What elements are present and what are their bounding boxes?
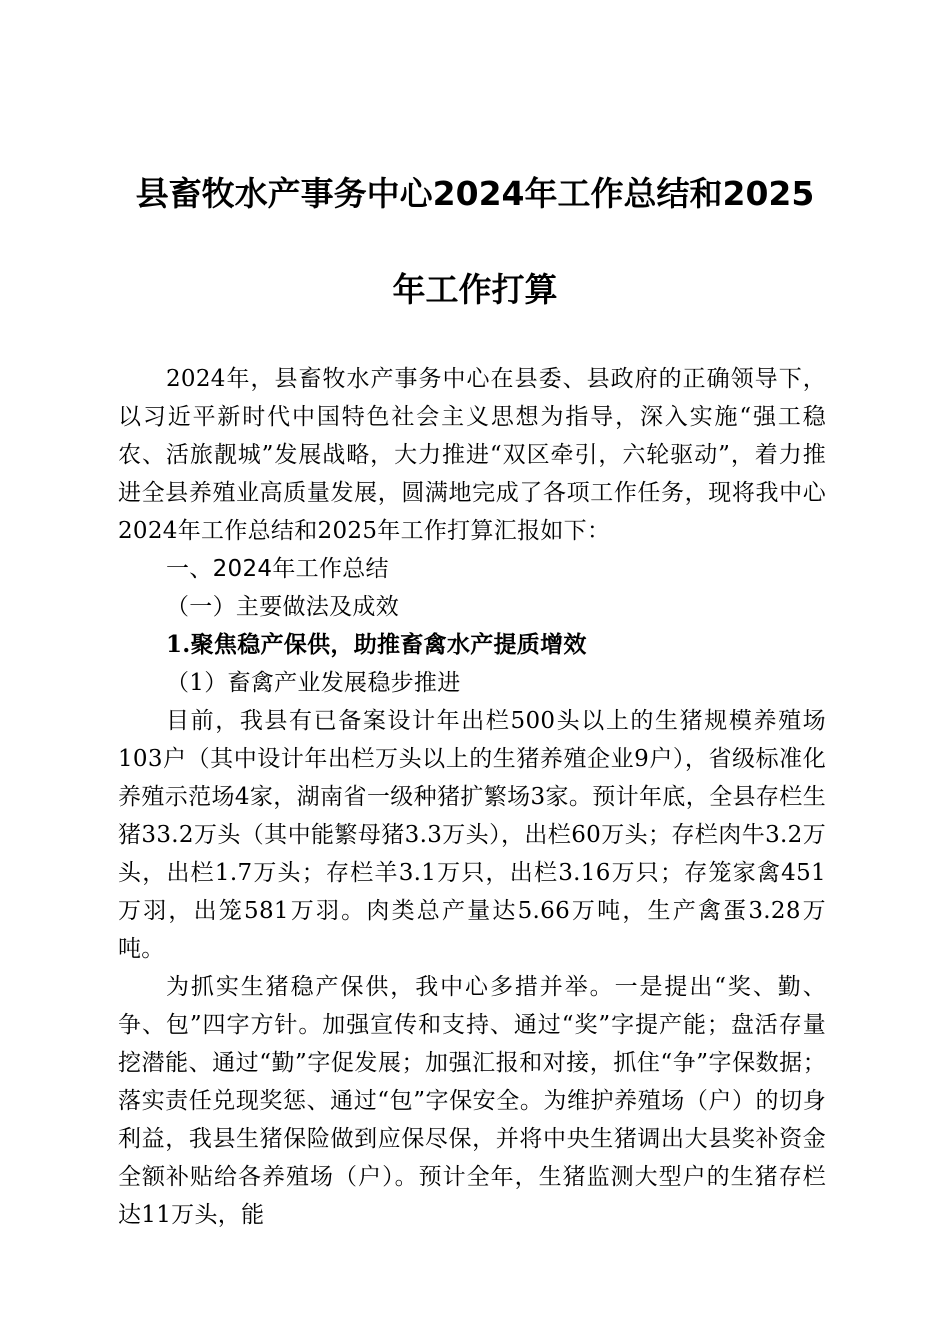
subsection-heading: （一）主要做法及成效 (166, 594, 399, 620)
item-heading: 1.聚焦稳产保供，助推畜禽水产提质增效 (166, 631, 587, 658)
document-title-line-2: 年工作打算 (392, 270, 558, 309)
document-body (118, 360, 826, 1234)
document-title-line-1: 县畜牧水产事务中心2024年工作总结和2025 (135, 174, 815, 213)
intro-paragraph: 2024年，县畜牧水产事务中心在县委、县政府的正确领导下，以习近平新时代中国特色社会主义思想为指导，深入实施“强工稳农、活旅靓城”发展战略，大力推进“双区牵引，六轮驱动”，着力推进全县养殖业高质量发展，圆满地完成了各项工作任务，现将我中心2024年工作总结和2025年工作打算汇报如下： (118, 366, 826, 544)
body-paragraph-1: 目前，我县有已备案设计年出栏500头以上的生猪规模养殖场103户（其中设计年出栏万头以上的生猪养殖企业9户），省级标准化养殖示范场4家，湖南省一级种猪扩繁场3家。预计年底，全县存栏生猪33.2万头（其中能繁母猪3.3万头），出栏60万头；存栏肉牛3.2万头，出栏1.7万头；存栏羊3.1万只，出栏3.16万只；存笼家禽451万羽，出笼581万羽。肉类总产量达5.66万吨，生产禽蛋3.28万吨。 (118, 708, 826, 962)
section-heading-1: 一、2024年工作总结 (166, 556, 389, 582)
sub-item-heading: （1）畜禽产业发展稳步推进 (166, 670, 461, 696)
body-paragraph-2: 为抓实生猪稳产保供，我中心多措并举。一是提出“奖、勤、争、包”四字方针。加强宣传和支持、通过“奖”字提产能；盘活存量挖潜能、通过“勤”字促发展；加强汇报和对接，抓住“争”字保数据；落实责任兑现奖惩、通过“包”字保安全。为维护养殖场（户）的切身利益，我县生猪保险做到应保尽保，并将中央生猪调出大县奖补资金全额补贴给各养殖场（户）。预计全年，生猪监测大型户的生猪存栏达11万头，能 (118, 974, 826, 1228)
